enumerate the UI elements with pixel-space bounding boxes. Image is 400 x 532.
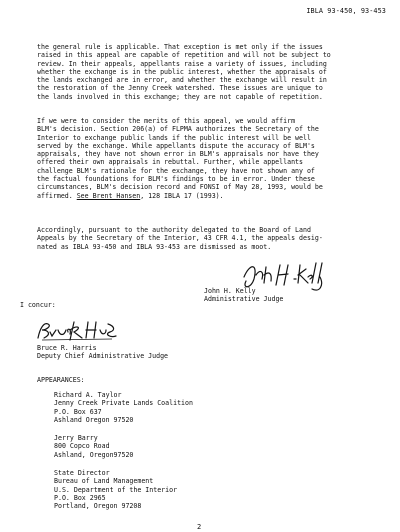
- text-line: whether the exchange is in the public interest, whether the appraisals of: [37, 67, 327, 76]
- address-line: Portland, Oregon 97208: [54, 502, 142, 511]
- text-line: served by the exchange. While appellants dispute the accuracy of BLM's: [37, 141, 315, 150]
- page-number: 2: [197, 523, 202, 531]
- text-line: the lands exchanged are in error, and whether the exchange will result in: [37, 76, 327, 85]
- address-line: 800 Copco Road: [54, 442, 110, 451]
- paragraph-merits: [37, 117, 382, 200]
- text-fragment: affirmed.: [37, 191, 77, 200]
- text-line: Accordingly, pursuant to the authority delegated to the Board of Land: [37, 226, 311, 234]
- text-line: the restoration of the Jenny Creek watershed. These issues are unique to: [37, 84, 323, 93]
- paragraph-continuation: [37, 43, 382, 101]
- address-line: Bureau of Land Management: [54, 477, 154, 486]
- text-line: circumstances, BLM's decision record and FONSI of May 28, 1993, would be: [37, 183, 323, 192]
- docket-header: IBLA 93-450, 93-453: [306, 7, 386, 15]
- address-line: Ashland Oregon 97520: [54, 415, 134, 424]
- text-line: the general rule is applicable. That exception is met only if the issues: [37, 43, 323, 51]
- text-line: Interior to exchange public lands if the public interest will be well: [37, 133, 311, 142]
- appearance-taylor: [54, 391, 193, 424]
- signature-block-kelly: [204, 287, 283, 304]
- address-line: Richard A. Taylor: [54, 391, 122, 399]
- text-line: appraisals, they have not shown error in BLM's appraisals nor have they: [37, 150, 319, 159]
- appearance-barry: [54, 434, 133, 459]
- text-line: the lands involved in this exchange; they are not capable of repetition.: [37, 92, 323, 101]
- address-line: P.O. Box 2965: [54, 493, 106, 502]
- appearance-blm: [54, 469, 177, 510]
- text-line: Appeals by the Secretary of the Interior, 43 CFR 4.1, the appeals desig-: [37, 234, 323, 243]
- signer-name: John H. Kelly: [204, 287, 256, 295]
- signature-block-harris: [37, 344, 168, 361]
- address-line: State Director: [54, 469, 110, 477]
- text-line: review. In their appeals, appellants raise a variety of issues, including: [37, 59, 327, 68]
- text-line: challenge BLM's rationale for the exchange, they have not shown any of: [37, 166, 315, 175]
- signer-name: Bruce R. Harris: [37, 344, 97, 352]
- appearances-heading: APPEARANCES:: [37, 376, 85, 384]
- text-line: nated as IBLA 93-450 and IBLA 93-453 are dismissed as moot.: [37, 242, 272, 251]
- text-line: BLM's decision. Section 206(a) of FLPMA authorizes the Secretary of the: [37, 125, 319, 134]
- address-line: U.S. Department of the Interior: [54, 485, 178, 494]
- text-line: offered their own appraisals in rebuttal. Further, while appellants: [37, 158, 303, 167]
- address-line: P.O. Box 637: [54, 407, 102, 416]
- concur-label: I concur:: [20, 301, 56, 309]
- text-line-last: [37, 192, 382, 200]
- paragraph-disposition: [37, 226, 382, 251]
- signer-title: Deputy Chief Administrative Judge: [37, 352, 169, 361]
- signer-title: Administrative Judge: [204, 295, 284, 304]
- text-fragment: , 128 IBLA 17 (1993).: [140, 191, 224, 200]
- address-line: Jenny Creek Private Lands Coalition: [54, 399, 193, 408]
- text-line: the factual foundations for BLM's findings to be in error. Under these: [37, 175, 315, 184]
- signature-harris: [36, 318, 118, 342]
- address-line: Jerry Barry: [54, 434, 98, 442]
- text-line: raised in this appeal are capable of repetition and will not be subject to: [37, 51, 331, 60]
- address-line: Ashland, Oregon97520: [54, 450, 134, 459]
- text-line: If we were to consider the merits of this appeal, we would affirm: [37, 117, 296, 125]
- case-citation: See Brent Hansen: [76, 191, 141, 200]
